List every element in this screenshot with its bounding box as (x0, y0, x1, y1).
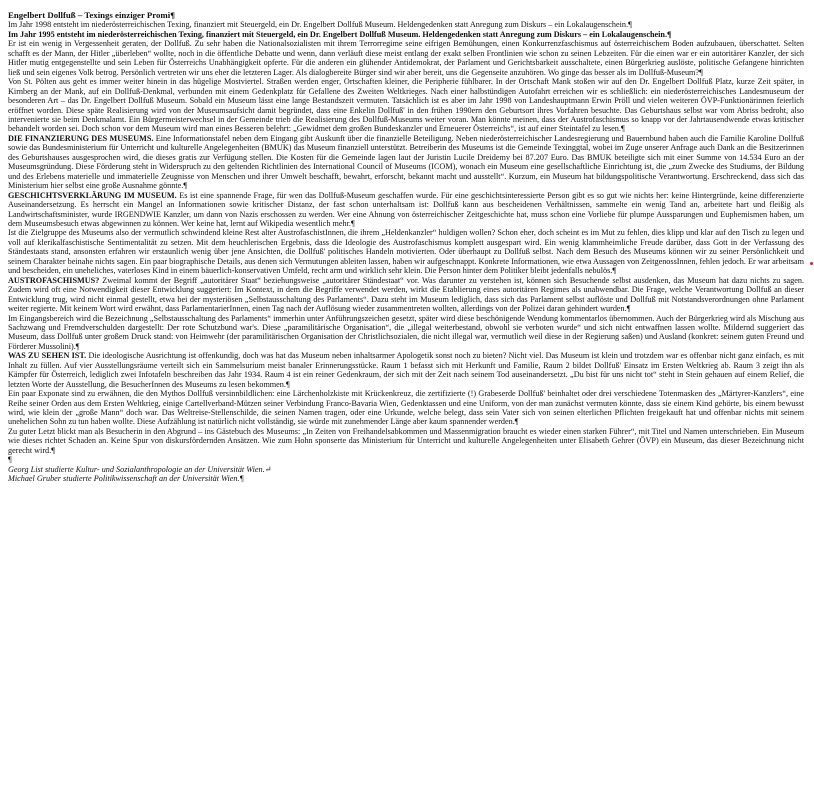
body-paragraph-7: Im Eingangsbereich wird die Bezeichnung „Selbstausschaltung des Parlaments“ immerhin unter Anführungszeichen gesetzt, später wird diese beschönigende Wendung kommentarlos übernommen. Auch der Bürgerkrieg wird als Mischung aus Sachzwang und Fremdverschulden dargestellt: Der rote Schutzbund war's. Diese „paramilitärische Organisation“, die „illegal weiterbestand, obwohl sie verboten wurde“ und sich nicht entwaffnen lassen wollte. Mildernd suggeriert das Museum, dass Dollfuß unter großem Druck stand: von Heimwehr (der paramilitärischen Organisation der Christlichsozialen, die nicht illegal war, vermutlich weil diese in der Regierung saßen) und Ausland (konkret: seinem guten Freund und Förderer Mussolini). ¶ (8, 314, 804, 352)
section-heading-geschichte: GESCHICHTSVERKLÄRUNG IM MUSEUM. (8, 190, 177, 200)
teaser-paragraph: Im Jahr 1998 entsteht im niederösterreichischen Texing, finanziert mit Steuergeld, ein Dr. Engelbert Dollfuß Museum. Heldengedenken statt Anregung zum Diskurs – ein Lokalaugenschein. ¶ (8, 20, 804, 29)
body-paragraph-4: GESCHICHTSVERKLÄRUNG IM MUSEUM. Es ist eine spannende Frage, für wen das Dollfuß-Museum geschaffen wurde. Für eine geschichtsinteressierte Person gibt es so gut wie nichts her: keine Hintergründe, keine differenzierte Auseinandersetzung. Es herrscht ein Mangel an Informationen sowie kritischer Distanz, der fast schon unterhaltsam ist: Dollfuß kann aus bescheidenen Verhältnissen, sammelte ein wenig Tand an, arbeitete hart und fleißig als Landwirtschaftsminister, wurde IRGENDWIE Kanzler, um dann von Nazis erschossen zu werden. Wer eine Ahnung von österreichischer Zeitgeschichte hat, muss schon eine Vorliebe für plumpe Aussparungen und Euphemismen haben, um dem Museumsbesuch etwas abgewinnen zu können. Wer keine hat, lernt auf Wikipedia wesentlich mehr. ¶ (8, 191, 804, 229)
body-paragraph-8: WAS ZU SEHEN IST. Die ideologische Ausrichtung ist offenkundig, doch was hat das Museum neben inhaltsarmer Apologetik sonst noch zu bieten? Nicht viel. Das Museum ist klein und trotzdem war es offenbar nicht ganz einfach, es mit Inhalt zu füllen. Auf vier Ausstellungsräume verteilt sich ein Sammelsurium meist banaler Erinnerungsstücke. Raum 1 befasst sich mit Herkunft und Familie, Raum 2 bildet Dollfuß' Einsatz im Ersten Weltkrieg ab. Raum 3 zeigt ihn als Kämpfer für Österreich, lediglich zwei Infotafeln beschreiben das Jahr 1934. Raum 4 ist ein reiner Gedenkraum, der sich mit der Zeit nach seinem Tod auseinandersetzt. „Du bist für uns nicht tot“ steht in Stein gehauen auf einem Relief, die letzten Worte der Ausstellung, die BesucherInnen des Museums zu lesen bekommen. ¶ (8, 351, 804, 389)
author-note-1: Georg List studierte Kultur- und Sozialanthropologie an der Universität Wien.↵ (8, 464, 272, 474)
document-page (8, 11, 804, 484)
empty-paragraph (8, 455, 804, 464)
body-paragraph-6: AUSTROFASCHISMUS? Zweimal kommt der Begriff „autoritärer Staat“ beziehungsweise „autoritärer Ständestaat“ vor. Was darunter zu verstehen ist, können sich Besuchende selbst ausdenken, das Museum hat dazu nichts zu sagen. Zudem wird oft eine Notwendigkeit dieser Entwicklung suggeriert: Im Kontext, in dem die Begriffe verwendet werden, wirkt die Etablierung eines autoritären Regimes als unabwendbar. Die Frage, welche Verantwortung Dollfuß an dieser Entwicklung trug, wird nicht einmal gestellt, etwa bei der mysteriösen „Selbstausschaltung des Parlaments“. Dazu steht im Museum lediglich, dass sich das Parlament selbst auflöste und Dollfuß mit Notstandsverordnungen ohne Parlament weiter regierte. Mit keinem Wort wird erwähnt, dass ParlamentarierInnen, einen Tag nach der Auflösung wieder zusammentreten wollten, allerdings von der Polizei daran gehindert wurden. ¶ (8, 276, 804, 314)
article-title: Engelbert Dollfuß – Texings einziger Promi ¶ (8, 11, 804, 20)
author-note-2: Michael Gruber studierte Politikwissenschaft an der Universität Wien. ¶ (8, 474, 804, 483)
section-heading-finanzierung: DIE FINANZIERUNG DES MUSEUMS. (8, 133, 154, 143)
body-paragraph-10: Zu guter Letzt blickt man als Besucherin in den Abgrund – ins Gästebuch des Museums: „In Zeiten von Freihandelsabkommen und Massenmigration braucht es wieder einen starken Führer“, mit Titel und Namen unterschrieben. Ein Museum wie dieses richtet Schaden an. Keine Spur von diskursfördernden Ansätzen. Wie zum Hohn sponserte das Ministerium für Unterricht und kulturelle Angelegenheiten unter Elisabeth Gehrer (ÖVP) ein Museum, das dieser Bezeichnung nicht gerecht wird. ¶ (8, 427, 804, 455)
lead-paragraph: Im Jahr 1995 entsteht im niederösterreichischen Texing, finanziert mit Steuergeld, ein Dr. Engelbert Dollfuß Museum. Heldengedenken statt Anregung zum Diskurs – ein Lokalaugenschein. ¶ (8, 30, 804, 39)
section-heading-austrofaschismus: AUSTROFASCHISMUS? (8, 275, 100, 285)
body-paragraph-2: Von St. Pölten aus geht es immer weiter hinein in das hügelige Mostviertel. Straßen werden enger, Ortschaften kleiner, die Peripherie fühlbarer. In der Ortschaft Mank stoßen wir auf den Dr. Engelbert Dollfuß Platz, kurze Zeit später, in Kirnberg an der Mank, auf ein Dollfuß-Denkmal, verbunden mit einem Gedenkplatz für Gefallene des Zweiten Weltkrieges. Nach einer halbstündigen Autofahrt erreichen wir es schließlich: ein niederösterreichisches Landesmuseum der besonderen Art – das Dr. Engelbert Dollfuß Museum. Sobald ein Museum lässt eine lange Bestandszeit vermuten. Tatsächlich ist es aber im Jahr 1998 von Landeshauptmann Erwin Pröll und vielen weiteren ÖVP-Funktionärinnen feierlich eröffnet worden. Diese späte Realisierung wird von der Museumsaufsicht damit begründet, dass eine Enkelin Dollfuß' in den frühen 1990ern den Geburtsort ihres Vorfahren besuchte. Das Geburtshaus selbst war vom Abriss bedroht, also intervenierte sie beim Denkmalamt. Ein Bürgermeisterwechsel in der Gemeinde trieb die Realisierung des Dollfuß-Museums weiter voran. Man könnte meinen, dass der Austrofaschismus so knapp vor der Jahrtausendwende etwas kritischer behandelt worden sei. Doch schon vor dem Museum wird man eines Besseren belehrt: „Gewidmet dem großen Bundeskanzler und Erneuerer Österreichs“, ist auf einer Steintafel zu lesen. ¶ (8, 77, 804, 134)
margin-marker (810, 262, 813, 265)
body-paragraph-9: Ein paar Exponate sind zu erwähnen, die den Mythos Dollfuß versinnbildlichen: eine Lärchenholzkiste mit Krückenkreuz, die zertifizierte (!) Grabeserde Dollfuß' beinhaltet oder drei verschiedene Totenmasken des „Märtyrer-Kanzlers“, eine Reihe seiner Orden aus dem Ersten Weltkrieg, einige Cartellverband-Mützen seiner Verbindung Franco-Bavaria Wien, Gedenktassen und eine Uniform, von der man zunächst vermuten könnte, dass sie einem Kind gehörte, bis einem bewusst wird, wie klein der „große Mann“ doch war. Das Weltreise-Stellenschilde, die seinen Namen tragen, oder eine Urkunde, welche belegt, dass sein Vater sich von seinen elterlichen Pflichten freigekauft hat und offenbar nichts mit seinem unehelichen Sohn zu tun haben wollte. Diese Aufzählung ist natürlich nicht vollständig, sie würde mit zunehmender Länge aber kaum spannender werden. ¶ (8, 389, 804, 427)
body-paragraph-3: DIE FINANZIERUNG DES MUSEUMS. Eine Informationstafel neben dem Eingang gibt Auskunft über die finanzielle Beteiligung. Neben niederösterreichischer Landesregierung und Bauernbund haben auch die Familie Karoline Dollfuß sowie das Bundesministerium für Unterricht und kulturelle Angelegenheiten (BMUK) das Museum finanziell unterstützt. Betreiberin des Museums ist die Gemeinde Texinggtal, wobei im Zuge unserer Anfrage auch Dank an die Besitzerinnen des Geburtshauses ausgesprochen wird, die dieses gratis zur Verfügung stellen. Die Kosten für die Gemeinde lagen laut der Juristin Lucile Dreidemy bei 87.207 Euro. Das BMUK beteiligte sich mit einer Summe von 14.534 Euro an der Museumsgründung. Diese Förderung steht in Widerspruch zu den geltenden Richtlinien des International Council of Museums (ICOM), wonach ein Museum eine gesellschaftliche Einrichtung ist, die „zum Zwecke des Studiums, der Bildung und des Erlebens materielle und immaterielle Zeugnisse von Menschen und ihrer Umwelt beschafft, bewahrt, erforscht, bekannt macht und ausstellt“. Kurzum, ein Museum hat bildungspolitische Verantwortung. Erschreckend, dass sich das Ministerium hier selbst eine große Ausnahme gönnte. ¶ (8, 134, 804, 191)
section-heading-sehen: WAS ZU SEHEN IST. (8, 351, 87, 361)
body-paragraph-1: Er ist ein wenig in Vergessenheit geraten, der Dollfuß. Zu sehr haben die Nationalsozialisten mit ihrem Terrorregime seine eifrigen Bemühungen, einen Konkurrenzfaschismus auf österreichischem Boden aufzubauen, überschattet. Selten schafft es der Mann, der Hitler „überleben“ wollte, noch in die öffentliche Debatte und wenn, dann verläuft diese meist entlang der exakt selben Frontlinien wie schon zu seinen Lebzeiten. Für die einen war er ein autoritärer Kanzler, der sich Hitler mutig entgegenstellte und sein Leben für Österreichs Unabhängigkeit opferte. Für die anderen ein glühender Antidemokrat, der Parlament und Gerichtsbarkeit ausschaltete, einen Bürgerkrieg auslöste, politische Gefangene hinrichten ließ und sein eigenes Volk betrog. Persönlich vertreten wir uns eher die letzteren Lager. Als dialogbereite Bürger sind wir aber bereit, uns die Gegenseite anzuhören. Wo ginge das besser als im Dollfuß-Museum? ¶ (8, 39, 804, 77)
body-paragraph-5: Ist die Zielgruppe des Museums also der vermutlich schwindend kleine Rest alter AustrofaschistInnen, die ihrem „Heldenkanzler“ huldigen wollen? Schon eher, doch scheint es im Mut zu fehlen, dies klipp und klar auf den Tisch zu legen und voll auf klerikalfaschistische Sentimentalität zu setzen. Mit dem heuchlerischen Ergebnis, dass die Ideologie des Austrofaschismus komplett ausgespart wird. Ein wenig klammheimliche Freude darüber, dass Gott in der Verfassung des Ständestaats stand, ansonsten erfahren wir erstaunlich wenig über jene Ansichten, die Dollfuß' politisches Handeln motivierten. Oder überhaupt zu Dollfuß selbst. Nach dem Besuch des Museums können wir zu seiner Persönlichkeit und seinem Charakter beinahe nichts sagen. Ein paar biographische Details, aus denen sich Vermutungen ableiten lassen, haben wir aufgeschnappt. Konkrete Informationen, wie etwa Aussagen von ZeitgenossInnen, fehlen jedoch. Er war arbeitsam und bescheiden, ein uneheliches, vaterloses Kind in einem bäuerlich-konservativen Umfeld, recht arm und wirklich sehr klein. Die Person hinter dem Politiker bleibt jedenfalls nebulös. ¶ (8, 228, 804, 275)
